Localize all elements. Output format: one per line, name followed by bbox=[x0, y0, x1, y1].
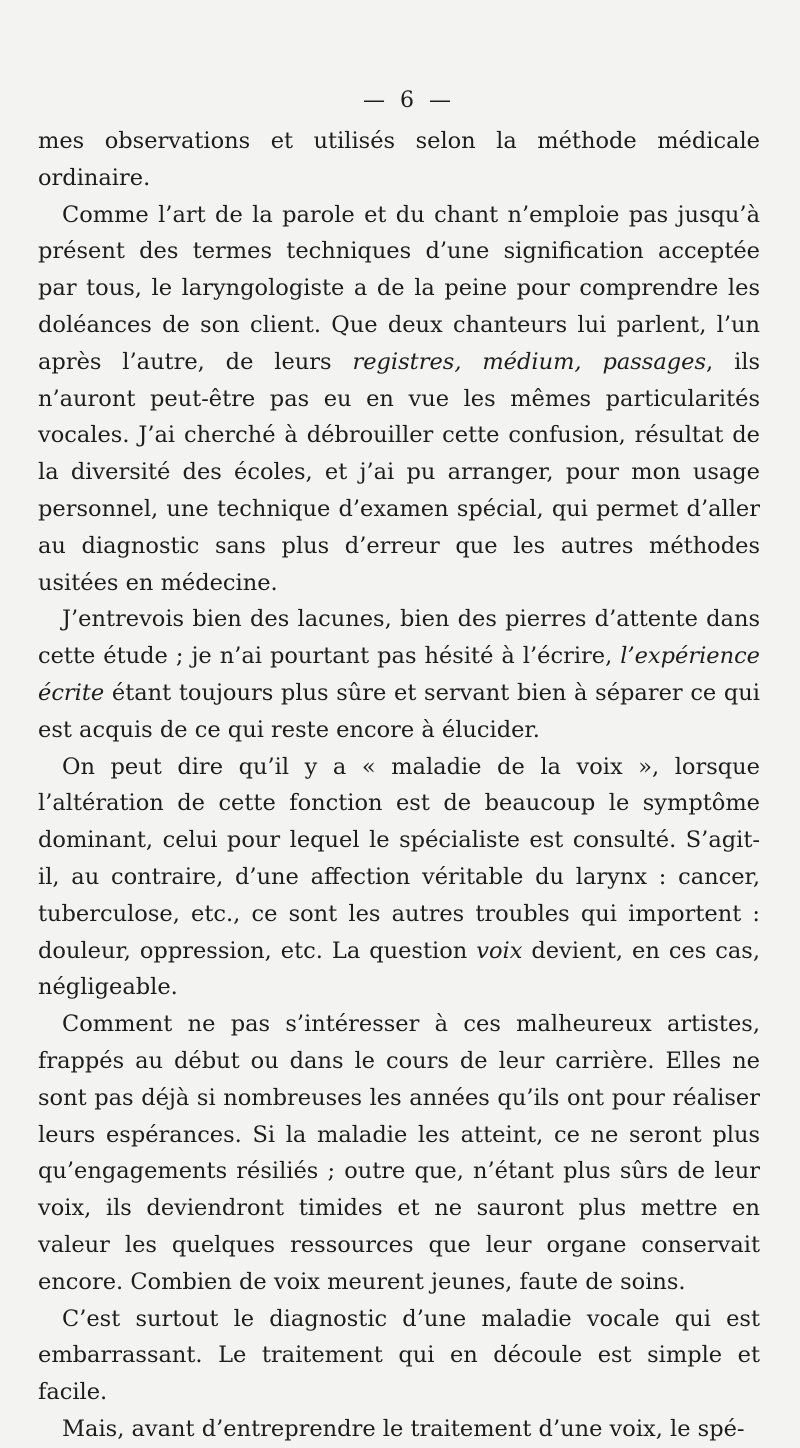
paragraph bbox=[38, 749, 760, 1007]
text-segment: Comme l’art de la parole et du chant n’emploie pas jusqu’à présent des termes techniques d’une signification acceptée par tous, le laryngologiste a de la peine pour comprendre les doléances de son client. Que deux chanteurs lui parlent, l’un après l’autre, de leurs bbox=[38, 201, 760, 375]
paragraph bbox=[38, 1301, 760, 1411]
text-segment: étant toujours plus sûre et servant bien à séparer ce qui est acquis de ce qui reste encore à élucider. bbox=[38, 679, 760, 743]
page-number: — 6 — bbox=[363, 88, 455, 113]
paragraph bbox=[38, 197, 760, 602]
text-segment: Comment ne pas s’intéresser à ces malheureux artistes, frappés au début ou dans le cours de leur carrière. Elles ne sont pas déjà si nombreuses les années qu’ils ont pour réaliser leurs espérances. Si la maladie les atteint, ce ne seront plus qu’engagements résiliés ; outre que, n’étant plus sûrs de leur voix, ils deviendront timides et ne sauront plus mettre en valeur les quelques ressources que leur organe conservait encore. Combien de voix meurent jeunes, faute de soins. bbox=[38, 1011, 760, 1295]
text-segment: On peut dire qu’il y a « maladie de la voix », lorsque l’altération de cette fonction est de beaucoup le symptôme dominant, celui pour lequel le spécialiste est consulté. S’agit-il, au contraire, d’une affection véritable du larynx : cancer, tuberculose, etc., ce sont les autres troubles qui importent : douleur, oppression, etc. La question bbox=[38, 753, 760, 964]
italic-text: registres, médium, passages bbox=[352, 348, 707, 375]
paragraph bbox=[38, 601, 760, 748]
text-segment: J’entrevois bien des lacunes, bien des pierres d’attente dans cette étude ; je n’ai pourtant pas hésité à l’écrire, bbox=[38, 606, 760, 670]
paragraph bbox=[38, 1006, 760, 1300]
text-segment: devient, en ces cas, négligeable. bbox=[38, 937, 760, 1001]
paragraph bbox=[38, 1411, 760, 1448]
text-segment: mes observations et utilisés selon la méthode médicale ordinaire. bbox=[38, 128, 760, 191]
body-text bbox=[38, 123, 760, 1448]
italic-text: l’expérience écrite bbox=[38, 643, 760, 706]
text-segment: Mais, avant d’entreprendre le traitement d’une voix, le spé- bbox=[62, 1415, 745, 1442]
text-segment: , ils n’auront peut-être pas eu en vue les mêmes particularités vocales. J’ai cherché à débrouiller cette confusion, résultat de la diversité des écoles, et j’ai pu arranger, pour mon usage personnel, une technique d’examen spécial, qui permet d’aller au diagnostic sans plus d’erreur que les autres méthodes usitées en médecine. bbox=[38, 348, 761, 596]
text-segment: C’est surtout le diagnostic d’une maladie vocale qui est embarrassant. Le traitement qui en découle est simple et facile. bbox=[38, 1305, 760, 1406]
paragraph bbox=[38, 123, 760, 197]
italic-text: voix bbox=[476, 937, 523, 964]
